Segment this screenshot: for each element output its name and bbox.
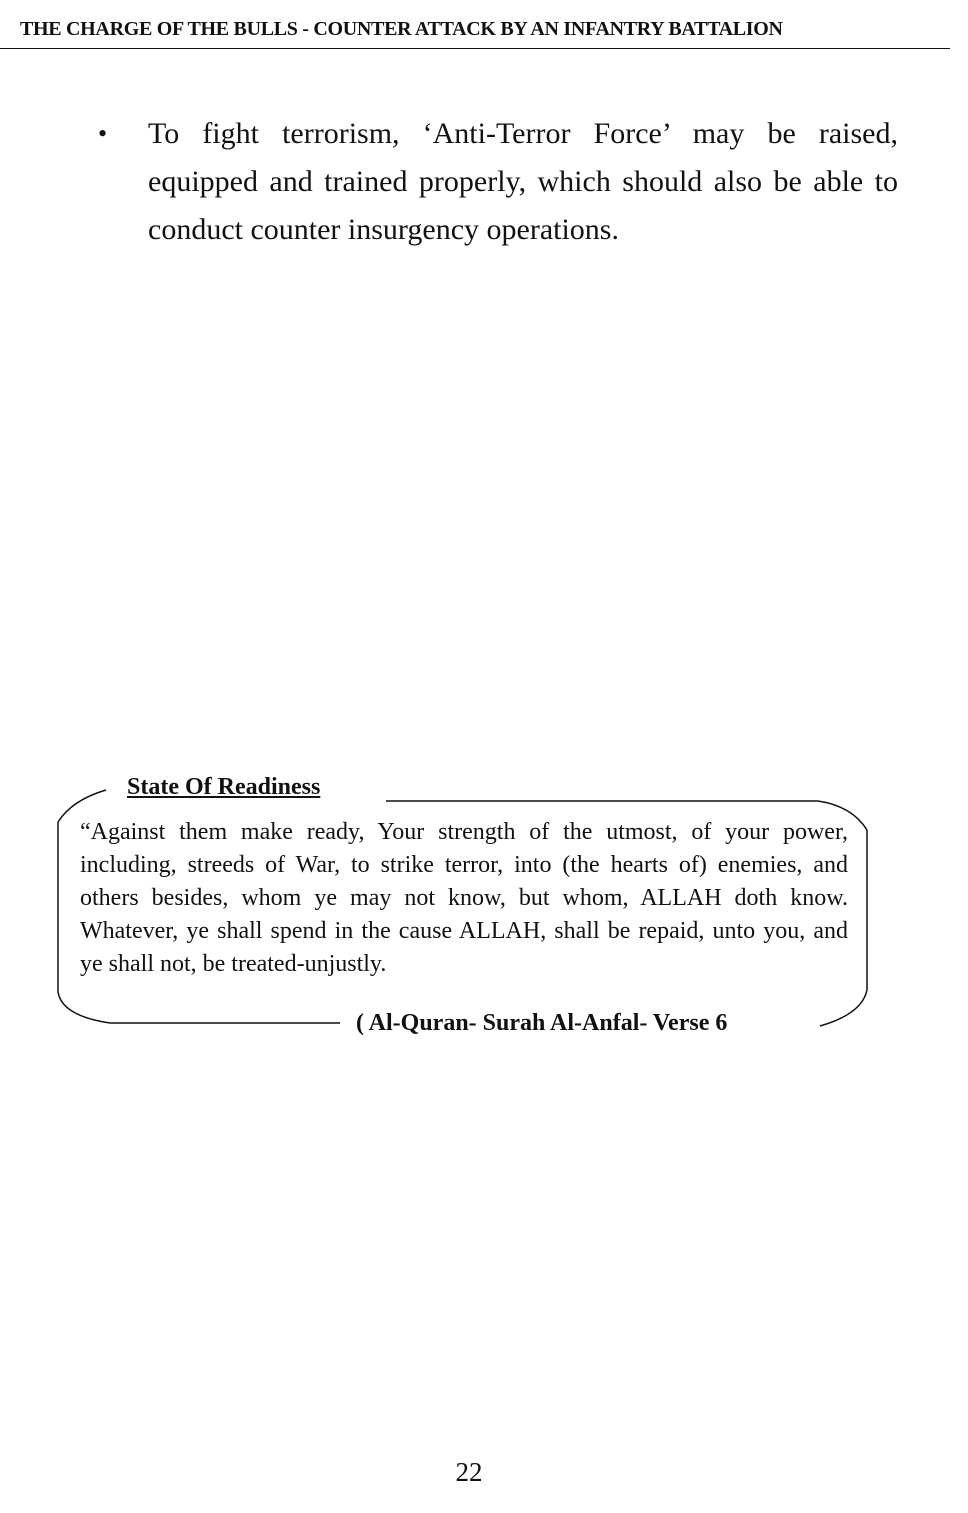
section-title: State Of Readiness bbox=[127, 774, 321, 800]
quran-quote: “Against them make ready, Your strength of the utmost, of your power, including, streeds of War, to strike terror, into (the hearts of) enemies, and others besides, whom ye may not know, but whom, ALLAH doth know. Whatever, ye shall spend in the cause ALLAH, shall be repaid, unto you, and ye shall not, be treated-unjustly. bbox=[80, 819, 848, 977]
bullet-text: To fight terrorism, ‘Anti-Terror Force’ may be raised, equipped and trained properly, which should also be able to conduct counter insurgency operations. bbox=[148, 117, 898, 246]
running-header: THE CHARGE OF THE BULLS - COUNTER ATTACK BY AN INFANTRY BATTALION bbox=[20, 18, 783, 40]
page-number: 22 bbox=[455, 1457, 483, 1487]
quote-citation: ( Al-Quran- Surah Al-Anfal- Verse 6 bbox=[356, 1010, 728, 1036]
bullet-icon: • bbox=[98, 119, 108, 148]
